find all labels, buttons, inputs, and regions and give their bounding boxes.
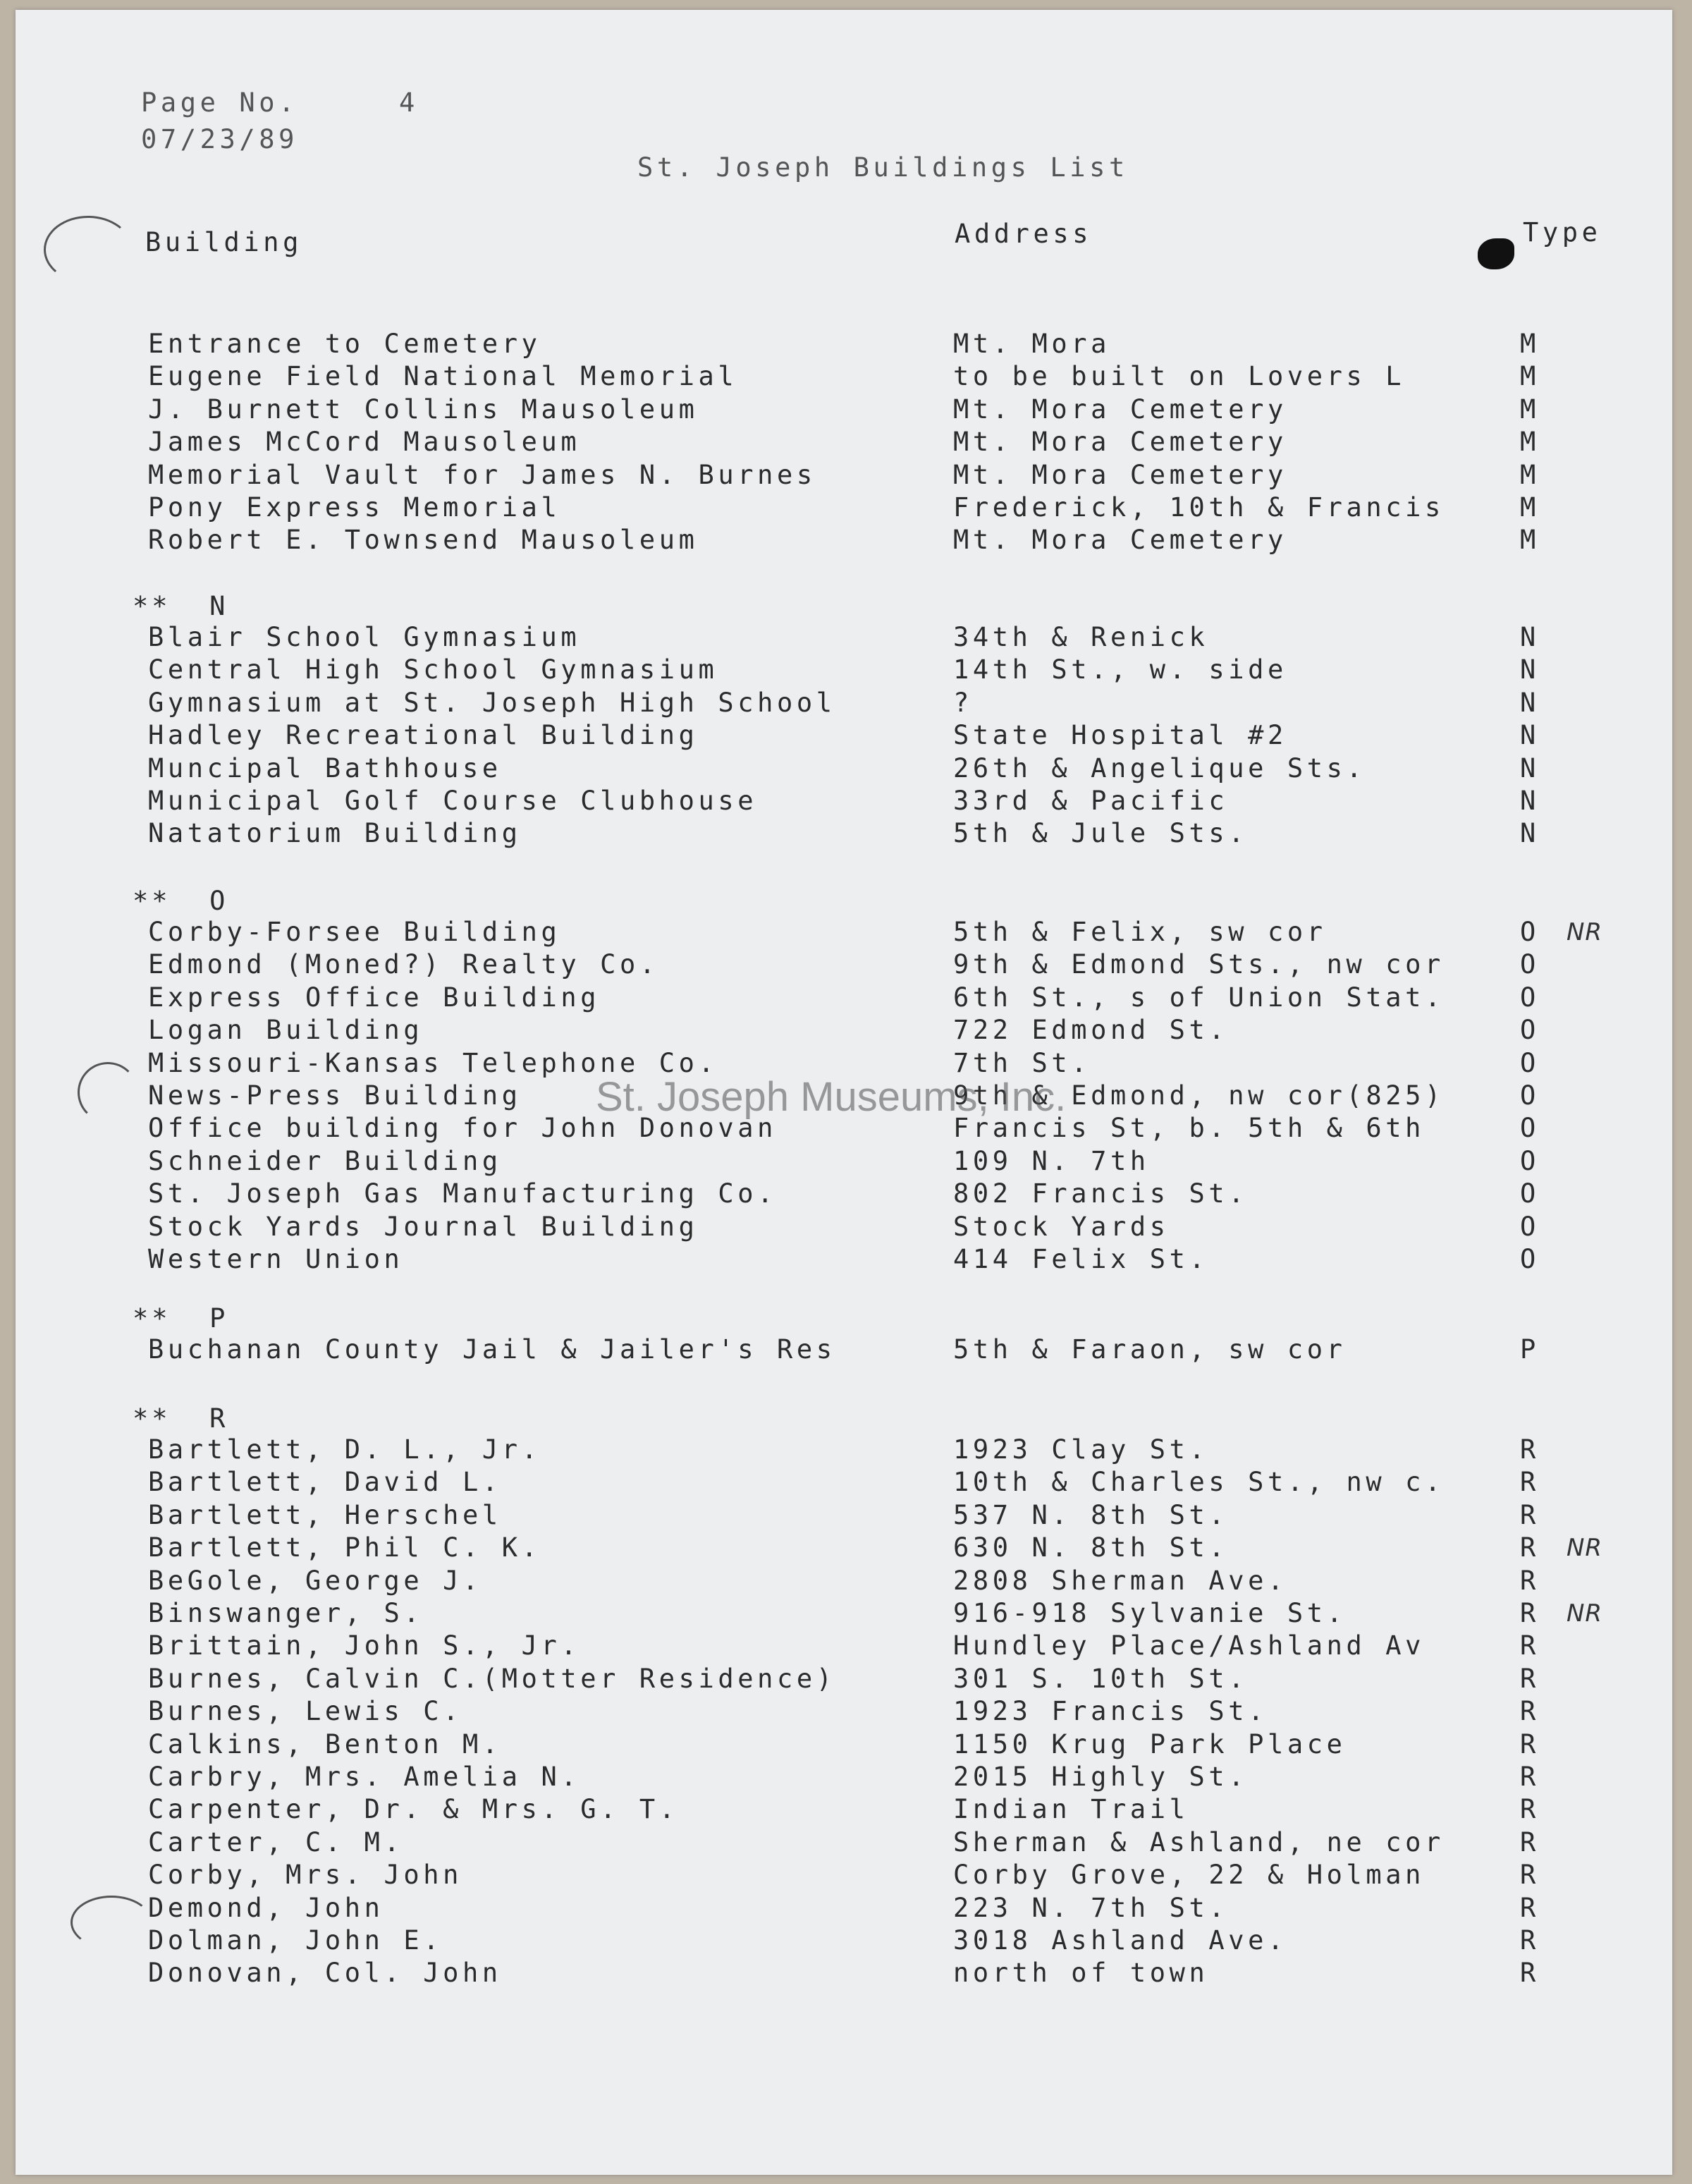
building-address: 2808 Sherman Ave. (953, 1566, 1287, 1596)
building-type: M (1520, 394, 1540, 425)
page-label: Page No. (141, 87, 299, 118)
building-name: Hadley Recreational Building (148, 720, 699, 750)
building-type: O (1520, 917, 1540, 947)
building-type: O (1520, 1178, 1540, 1209)
building-name: Carbry, Mrs. Amelia N. (148, 1762, 581, 1792)
building-address: Hundley Place/Ashland Av (953, 1630, 1426, 1661)
building-address: 301 S. 10th St. (953, 1664, 1249, 1694)
table-row (0, 492, 1692, 525)
building-name: Buchanan County Jail & Jailer's Res (148, 1334, 836, 1365)
page-number: 4 (399, 87, 419, 118)
building-name: Municipal Golf Course Clubhouse (148, 786, 758, 816)
building-name: Blair School Gymnasium (148, 622, 581, 652)
table-row (0, 1334, 1692, 1367)
building-name: Corby-Forsee Building (148, 917, 561, 947)
building-name: Bartlett, Phil C. K. (148, 1532, 541, 1563)
building-address: Mt. Mora Cemetery (953, 427, 1287, 457)
building-type: M (1520, 361, 1540, 391)
building-name: Western Union (148, 1244, 404, 1274)
building-type: R (1520, 1566, 1540, 1596)
building-type: R (1520, 1893, 1540, 1923)
table-row (0, 818, 1692, 850)
building-name: Burnes, Calvin C.(Motter Residence) (148, 1664, 836, 1694)
building-address: 2015 Highly St. (953, 1762, 1249, 1792)
building-address: Sherman & Ashland, ne cor (953, 1827, 1445, 1857)
building-address: 26th & Angelique Sts. (953, 753, 1366, 783)
building-name: Demond, John (148, 1893, 384, 1923)
table-row (0, 982, 1692, 1015)
table-row (0, 688, 1692, 720)
table-row (0, 1630, 1692, 1663)
building-address: Mt. Mora Cemetery (953, 394, 1287, 425)
table-row (0, 1827, 1692, 1860)
building-type: R (1520, 1925, 1540, 1956)
building-name: Memorial Vault for James N. Burnes (148, 460, 816, 490)
building-address: 3018 Ashland Ave. (953, 1925, 1287, 1956)
table-row (0, 1434, 1692, 1467)
building-address: 9th & Edmond Sts., nw cor (953, 949, 1445, 980)
building-name: Dolman, John E. (148, 1925, 443, 1956)
building-name: BeGole, George J. (148, 1566, 482, 1596)
building-type: R (1520, 1664, 1540, 1694)
building-name: Office building for John Donovan (148, 1113, 778, 1143)
table-row (0, 1664, 1692, 1696)
building-address: 109 N. 7th (953, 1146, 1150, 1176)
building-type: R (1520, 1827, 1540, 1857)
building-address: 916-918 Sylvanie St. (953, 1598, 1347, 1628)
building-type: M (1520, 525, 1540, 555)
building-name: Eugene Field National Memorial (148, 361, 738, 391)
building-name: Missouri-Kansas Telephone Co. (148, 1048, 718, 1078)
table-row (0, 1146, 1692, 1178)
building-name: Express Office Building (148, 982, 601, 1013)
building-type: R (1520, 1729, 1540, 1759)
building-name: Binswanger, S. (148, 1598, 424, 1628)
building-address: Frederick, 10th & Francis (953, 492, 1445, 523)
building-name: James McCord Mausoleum (148, 427, 581, 457)
table-row (0, 1598, 1692, 1630)
table-row (0, 1958, 1692, 1990)
building-type: M (1520, 460, 1540, 490)
building-type: R (1520, 1958, 1540, 1988)
building-type: R (1520, 1794, 1540, 1824)
column-header-type: Type (1523, 217, 1602, 248)
building-type: R (1520, 1500, 1540, 1530)
building-address: 33rd & Pacific (953, 786, 1229, 816)
table-row (0, 1860, 1692, 1892)
building-address: 802 Francis St. (953, 1178, 1249, 1209)
table-row (0, 622, 1692, 654)
building-type: N (1520, 622, 1540, 652)
section-heading: ** N (133, 591, 229, 621)
section-heading: ** O (133, 886, 229, 916)
building-type: P (1520, 1334, 1540, 1365)
building-name: Entrance to Cemetery (148, 329, 541, 359)
building-type: O (1520, 1212, 1540, 1242)
table-row (0, 917, 1692, 949)
building-address: to be built on Lovers L (953, 361, 1406, 391)
building-type: O (1520, 1146, 1540, 1176)
page-title: St. Joseph Buildings List (637, 152, 1129, 183)
building-address: Mt. Mora Cemetery (953, 460, 1287, 490)
building-type: N (1520, 688, 1540, 718)
building-name: Bartlett, D. L., Jr. (148, 1434, 541, 1465)
building-name: Robert E. Townsend Mausoleum (148, 525, 699, 555)
building-type: M (1520, 427, 1540, 457)
building-name: Bartlett, David L. (148, 1467, 502, 1497)
building-address: 10th & Charles St., nw c. (953, 1467, 1445, 1497)
building-type: O (1520, 982, 1540, 1013)
building-name: Calkins, Benton M. (148, 1729, 502, 1759)
building-name: Donovan, Col. John (148, 1958, 502, 1988)
table-row (0, 1893, 1692, 1925)
building-type: O (1520, 1015, 1540, 1045)
building-type: N (1520, 818, 1540, 848)
building-address: 722 Edmond St. (953, 1015, 1229, 1045)
handwritten-note: NR (1567, 1534, 1603, 1562)
building-name: Schneider Building (148, 1146, 502, 1176)
building-address: Corby Grove, 22 & Holman (953, 1860, 1426, 1890)
building-type: N (1520, 720, 1540, 750)
building-type: R (1520, 1630, 1540, 1661)
building-type: O (1520, 949, 1540, 980)
building-type: R (1520, 1598, 1540, 1628)
building-address: 14th St., w. side (953, 654, 1287, 685)
building-type: O (1520, 1080, 1540, 1111)
building-address: State Hospital #2 (953, 720, 1287, 750)
building-type: R (1520, 1434, 1540, 1465)
building-type: M (1520, 492, 1540, 523)
building-address: Indian Trail (953, 1794, 1189, 1824)
building-name: Burnes, Lewis C. (148, 1696, 463, 1726)
building-address: 5th & Jule Sts. (953, 818, 1249, 848)
building-type: R (1520, 1762, 1540, 1792)
table-row (0, 394, 1692, 427)
table-row (0, 1467, 1692, 1499)
section-heading: ** P (133, 1303, 229, 1334)
building-address: 5th & Felix, sw cor (953, 917, 1327, 947)
building-type: N (1520, 753, 1540, 783)
building-name: Brittain, John S., Jr. (148, 1630, 581, 1661)
building-type: R (1520, 1467, 1540, 1497)
table-row (0, 1178, 1692, 1211)
building-address: ? (953, 688, 973, 718)
building-address: Francis St, b. 5th & 6th (953, 1113, 1426, 1143)
building-address: 1923 Francis St. (953, 1696, 1268, 1726)
building-address: 7th St. (953, 1048, 1091, 1078)
building-address: 630 N. 8th St. (953, 1532, 1229, 1563)
column-header-building: Building (145, 227, 303, 257)
table-row (0, 1244, 1692, 1276)
building-address: Stock Yards (953, 1212, 1170, 1242)
building-address: 5th & Faraon, sw cor (953, 1334, 1347, 1365)
table-row (0, 525, 1692, 557)
document-date: 07/23/89 (141, 124, 299, 154)
building-name: News-Press Building (148, 1080, 522, 1111)
building-type: R (1520, 1860, 1540, 1890)
building-address: 414 Felix St. (953, 1244, 1209, 1274)
building-name: Natatorium Building (148, 818, 522, 848)
building-type: N (1520, 786, 1540, 816)
building-type: N (1520, 654, 1540, 685)
table-row (0, 1925, 1692, 1958)
building-address: 223 N. 7th St. (953, 1893, 1229, 1923)
building-name: Central High School Gymnasium (148, 654, 718, 685)
building-name: Logan Building (148, 1015, 424, 1045)
building-name: Muncipal Bathhouse (148, 753, 502, 783)
building-type: M (1520, 329, 1540, 359)
table-row (0, 361, 1692, 394)
building-address: 9th & Edmond, nw cor(825) (953, 1080, 1445, 1111)
building-type: O (1520, 1048, 1540, 1078)
handwritten-note: NR (1567, 918, 1603, 946)
building-name: St. Joseph Gas Manufacturing Co. (148, 1178, 778, 1209)
building-address: Mt. Mora (953, 329, 1111, 359)
table-row (0, 1762, 1692, 1794)
building-name: Carpenter, Dr. & Mrs. G. T. (148, 1794, 679, 1824)
building-address: north of town (953, 1958, 1209, 1988)
building-type: O (1520, 1113, 1540, 1143)
building-name: Carter, C. M. (148, 1827, 404, 1857)
building-type: R (1520, 1532, 1540, 1563)
building-address: 1150 Krug Park Place (953, 1729, 1347, 1759)
building-address: 537 N. 8th St. (953, 1500, 1229, 1530)
table-row (0, 1212, 1692, 1244)
table-row (0, 427, 1692, 459)
table-row (0, 460, 1692, 492)
ink-blot-icon (1478, 238, 1514, 269)
table-row (0, 654, 1692, 687)
hole-punch-mark-icon (44, 216, 133, 283)
building-type: R (1520, 1696, 1540, 1726)
building-address: Mt. Mora Cemetery (953, 525, 1287, 555)
section-heading: ** R (133, 1403, 229, 1434)
building-address: 6th St., s of Union Stat. (953, 982, 1445, 1013)
table-row (0, 949, 1692, 982)
building-name: Edmond (Moned?) Realty Co. (148, 949, 659, 980)
table-row (0, 329, 1692, 361)
table-row (0, 1696, 1692, 1728)
table-row (0, 753, 1692, 786)
building-name: Pony Express Memorial (148, 492, 561, 523)
column-header-address: Address (955, 219, 1093, 249)
table-row (0, 1566, 1692, 1598)
building-name: Bartlett, Herschel (148, 1500, 502, 1530)
building-name: J. Burnett Collins Mausoleum (148, 394, 699, 425)
building-address: 34th & Renick (953, 622, 1209, 652)
table-row (0, 1500, 1692, 1532)
handwritten-note: NR (1567, 1599, 1603, 1628)
building-address: 1923 Clay St. (953, 1434, 1209, 1465)
table-row (0, 1015, 1692, 1047)
table-row (0, 1532, 1692, 1565)
building-name: Corby, Mrs. John (148, 1860, 463, 1890)
table-row (0, 786, 1692, 818)
table-row (0, 1794, 1692, 1826)
table-row (0, 1729, 1692, 1762)
watermark: St. Joseph Museums, Inc. (596, 1074, 1067, 1120)
table-row (0, 720, 1692, 752)
building-type: O (1520, 1244, 1540, 1274)
building-name: Stock Yards Journal Building (148, 1212, 699, 1242)
building-name: Gymnasium at St. Joseph High School (148, 688, 836, 718)
